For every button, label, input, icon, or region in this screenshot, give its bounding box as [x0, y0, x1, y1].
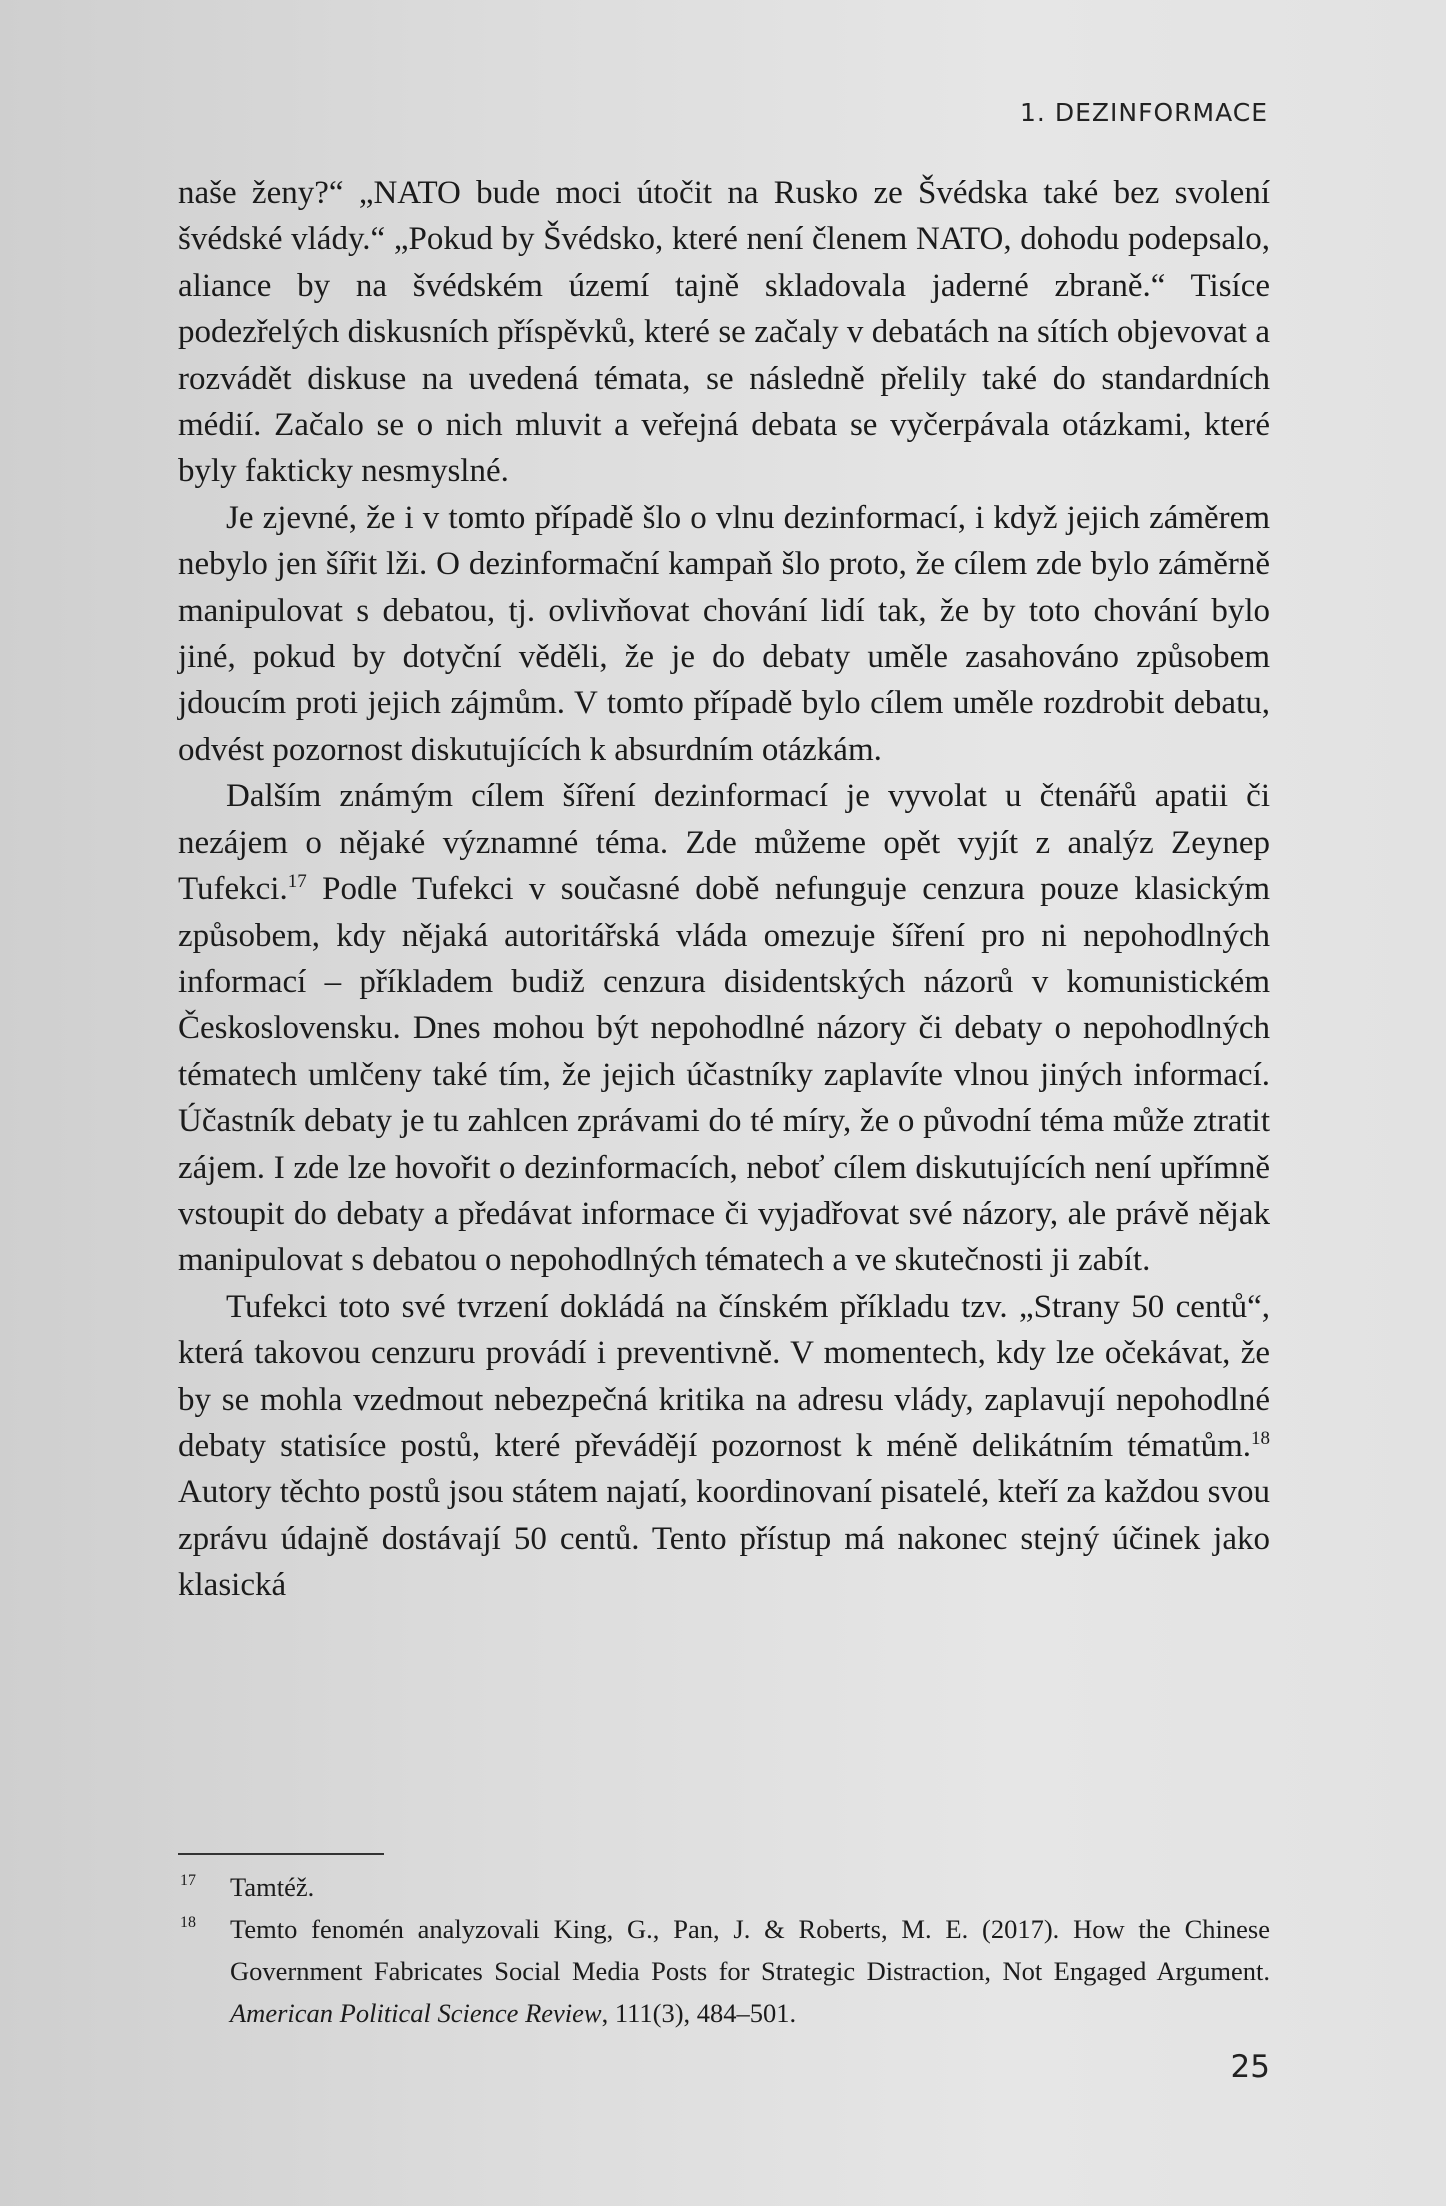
footnote-18 — [178, 1908, 1270, 2034]
paragraph-3 — [178, 773, 1270, 1283]
footnote-citation: , 111(3), 484–501. — [601, 1998, 797, 2028]
footnote-text: Tamtéž. — [230, 1872, 315, 1902]
footnote-ref-17: 17 — [287, 871, 307, 893]
footnote-17 — [178, 1866, 1270, 1908]
running-head: 1. DEZINFORMACE — [1020, 98, 1268, 127]
paragraph-4-text-a: Tufekci toto své tvrzení dokládá na čínském příkladu tzv. „Strany 50 centů“, která takovou cenzuru provádí i preventivně. V momentech, kdy lze očekávat, že by se mohla vzedmout nebezpečná kritika na adresu vlády, zaplavují nepohodlné debaty statisíce postů, které převádějí pozornost k méně delikátním tématům. — [178, 1288, 1270, 1464]
paragraph-4-text-b: Autory těchto postů jsou státem najatí, koordinovaní pisatelé, kteří za každou svou zprávu údajně dostávají 50 centů. Tento přístup má nakonec stejný účinek jako klasická — [178, 1474, 1270, 1604]
footnotes — [178, 1866, 1270, 2034]
paragraph-4 — [178, 1284, 1270, 1609]
body-text — [178, 170, 1270, 1609]
footnote-divider — [178, 1853, 384, 1855]
footnote-text: Temto fenomén analyzovali King, G., Pan, J. & Roberts, M. E. (2017). How the Chinese Government Fabricates Social Media Posts for Strategic Distraction, Not Engaged Argument. — [230, 1914, 1270, 1986]
paragraph-3-text-b: Podle Tufekci v současné době nefunguje cenzura pouze klasickým způsobem, kdy nějaká autoritářská vláda omezuje šíření pro ni nepohodlných informací – příkladem budiž cenzura disidentských názorů v komunistickém Československu. Dnes mohou být nepohodlné názory či debaty o nepohodlných tématech umlčeny také tím, že jejich účastníky zaplavíte vlnou jiných informací. Účastník debaty je tu zahlcen zprávami do té míry, že o původní téma může ztratit zájem. I zde lze hovořit o dezinformacích, neboť cílem diskutujících není upřímně vstoupit do debaty a předávat informace či vyjadřovat své názory, ale právě nějak manipulovat s debatou o nepohodlných tématech a ve skutečnosti ji zabít. — [178, 871, 1270, 1279]
paragraph-1: naše ženy?“ „NATO bude moci útočit na Rusko ze Švédska také bez svolení švédské vlády.“ „Pokud by Švédsko, které není členem NATO, dohodu podepsalo, aliance by na švédském území tajně skladovala jaderné zbraně.“ Tisíce podezřelých diskusních příspěvků, které se začaly v debatách na sítích objevovat a rozvádět diskuse na uvedená témata, se následně přelily také do standardních médií. Začalo se o nich mluvit a veřejná debata se vyčerpávala otázkami, které byly fakticky nesmyslné. — [178, 175, 1270, 490]
journal-title: American Political Science Review — [230, 1998, 602, 2028]
footnote-number: 18 — [180, 1914, 196, 1931]
footnote-ref-18: 18 — [1251, 1427, 1270, 1449]
footnote-number: 17 — [180, 1872, 196, 1889]
page-number: 25 — [1230, 2049, 1270, 2085]
paragraph-3-text-a: Dalším známým cílem šíření dezinformací je vyvolat u čtenářů apatii či nezájem o nějaké významné téma. Zde můžeme opět vyjít z analýz Zeynep Tufekci. — [178, 778, 1270, 908]
paragraph-2: Je zjevné, že i v tomto případě šlo o vlnu dezinformací, i když jejich záměrem nebylo jen šířit lži. O dezinformační kampaň šlo proto, že cílem zde bylo záměrně manipulovat s debatou, tj. ovlivňovat chování lidí tak, že by toto chování bylo jiné, pokud by dotyční věděli, že je do debaty uměle zasahováno způsobem jdoucím proti jejich zájmům. V tomto případě bylo cílem uměle rozdrobit debatu, odvést pozornost diskutujících k absurdním otázkám. — [178, 499, 1270, 768]
